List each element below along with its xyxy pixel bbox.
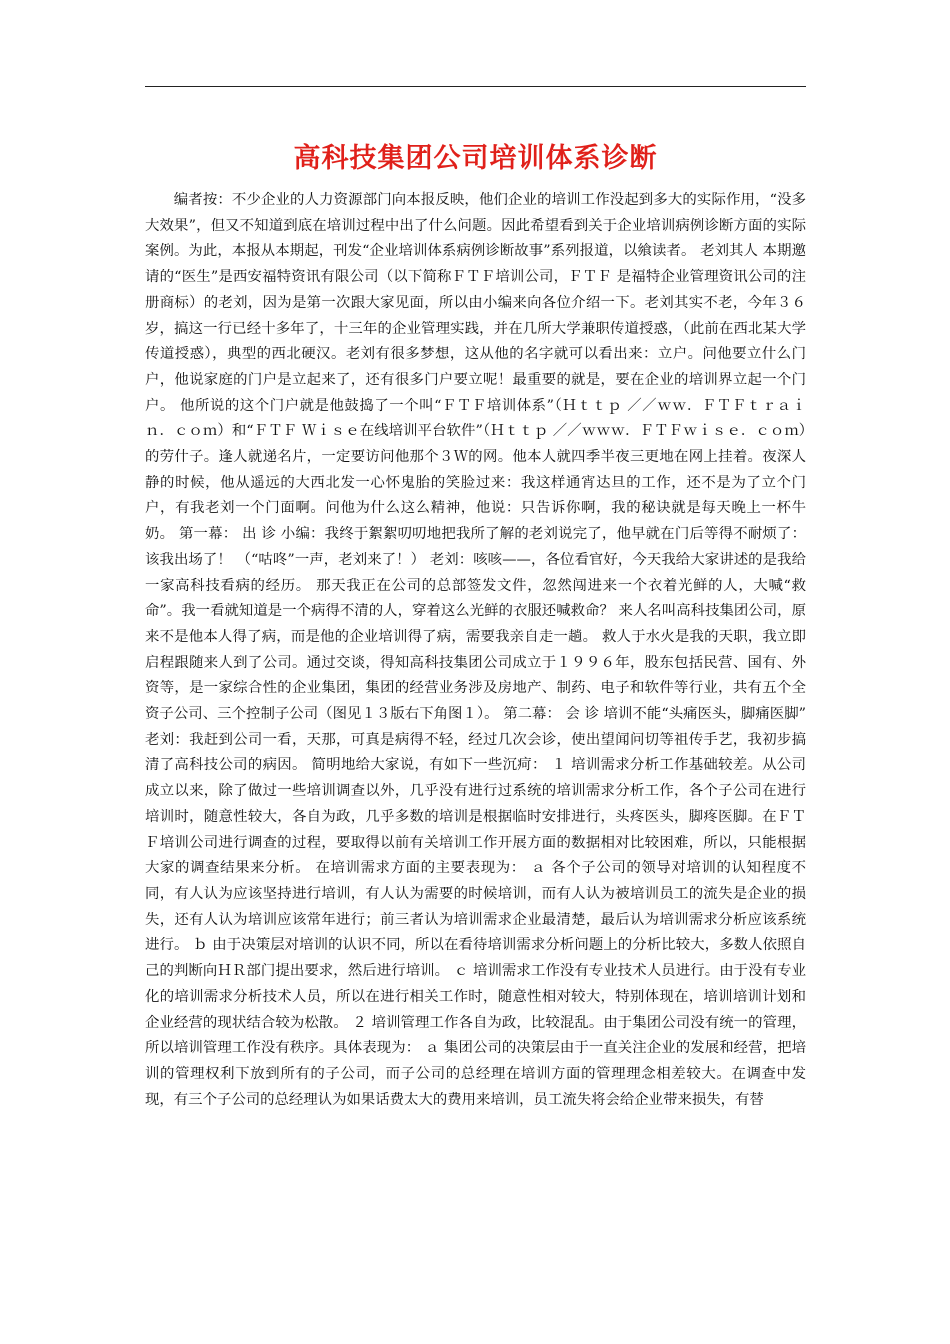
header-rule bbox=[145, 86, 806, 87]
document-title: 高科技集团公司培训体系诊断 bbox=[293, 143, 658, 175]
body-paragraph: 编者按：不少企业的人力资源部门向本报反映，他们企业的培训工作没起到多大的实际作用，“没多大效果”，但又不知道到底在培训过程中出了什么问题。因此希望看到关于企业培训病例诊断方面的实际案例。为此，本报从本期起，刊发“企业培训体系病例诊断故事”系列报道，以飨读者。 老刘其人 本期邀请的“医生”是西安福特资讯有限公司（以下简称ＦＴＦ培训公司，ＦＴＦ 是福特企业管理资讯公司的注册商标）的老刘，因为是第一次跟大家见面，所以由小编来向各位介绍一下。老刘其实不老，今年３６岁，搞这一行已经十多年了，十三年的企业管理实践，并在几所大学兼职传道授惑，（此前在西北某大学传道授惑），典型的西北硬汉。老刘有很多梦想，这从他的名字就可以看出来：立户。问他要立什么门户，他说家庭的门户是立起来了，还有很多门户要立呢！最重要的就是，要在企业的培训界立起一个门户。 他所说的这个门户就是他鼓捣了一个叫“ＦＴＦ培训体系”（Ｈｔｔｐ ／／ｗｗ．ＦＴＦｔｒａｉｎ．ｃｏｍ）和“ＦＴＦ Ｗｉｓｅ在线培训平台软件”（Ｈｔｔｐ ／／ｗｗｗ．ＦＴＦｗｉｓｅ．ｃｏｍ）的劳什子。逢人就递名片，一定要访问他那个３Ｗ的网。他本人就四季半夜三更地在网上挂着。夜深人静的时候，他从遥远的大西北发一心怀鬼胎的笑脸过来：我这样通宵达旦的工作，还不是为了立个门户，有我老刘一个门面啊。问他为什么这么精神，他说：只告诉你啊，我的秘诀就是每天晚上一杯牛奶。 第一幕： 出 诊 小编：我终于絮絮叨叨地把我所了解的老刘说完了，他早就在门后等得不耐烦了：该我出场了！ （“咕咚”一声，老刘来了！） 老刘：咳咳——，各位看官好，今天我给大家讲述的是我给一家高科技看病的经历。 那天我正在公司的总部签发文件，忽然闯进来一个衣着光鲜的人，大喊“救命”。我一看就知道是一个病得不清的人，穿着这么光鲜的衣服还喊救命？ 来人名叫高科技集团公司，原来不是他本人得了病，而是他的企业培训得了病，需要我亲自走一趟。 救人于水火是我的天职，我立即启程跟随来人到了公司。通过交谈，得知高科技集团公司成立于１９９６年，股东包括民营、国有、外资等，是一家综合性的企业集团，集团的经营业务涉及房地产、制药、电子和软件等行业，共有五个全资子公司、三个控制子公司（图见１３版右下角图１）。 第二幕： 会 诊 培训不能“头痛医头，脚痛医脚” 老刘：我赶到公司一看，天那，可真是病得不轻，经过几次会诊，使出望闻问切等祖传手艺，我初步搞清了高科技公司的病因。 简明地给大家说，有如下一些沉疴： １ 培训需求分析工作基础较差。从公司成立以来，除了做过一些培训调查以外，几乎没有进行过系统的培训需求分析工作，各个子公司在进行培训时，随意性较大，各自为政，几乎多数的培训是根据临时安排进行，头疼医头，脚疼医脚。在ＦＴＦ培训公司进行调查的过程，要取得以前有关培训工作开展方面的数据相对比较困难，所以，只能根据大家的调查结果来分析。 在培训需求方面的主要表现为： ａ 各个子公司的领导对培训的认知程度不同，有人认为应该坚持进行培训，有人认为需要的时候培训，而有人认为被培训员工的流失是企业的损失，还有人认为培训应该常年进行；前三者认为培训需求企业最清楚，最后认为培训需求分析应该系统进行。 ｂ 由于决策层对培训的认识不同，所以在看待培训需求分析问题上的分析比较大，多数人依照自己的判断向ＨＲ部门提出要求，然后进行培训。 ｃ 培训需求工作没有专业技术人员进行。由于没有专业化的培训需求分析技术人员，所以在进行相关工作时，随意性相对较大，特别体现在，培训培训计划和企业经营的现状结合较为松散。 ２ 培训管理工作各自为政，比较混乱。由于集团公司没有统一的管理，所以培训管理工作没有秩序。具体表现为： ａ 集团公司的决策层由于一直关注企业的发展和经营，把培训的管理权利下放到所有的子公司，而子公司的总经理在培训方面的管理理念相差较大。在调查中发现，有三个子公司的总经理认为如果话费太大的费用来培训，员工流失将会给企业带来损失，有替 bbox=[145, 192, 806, 1108]
